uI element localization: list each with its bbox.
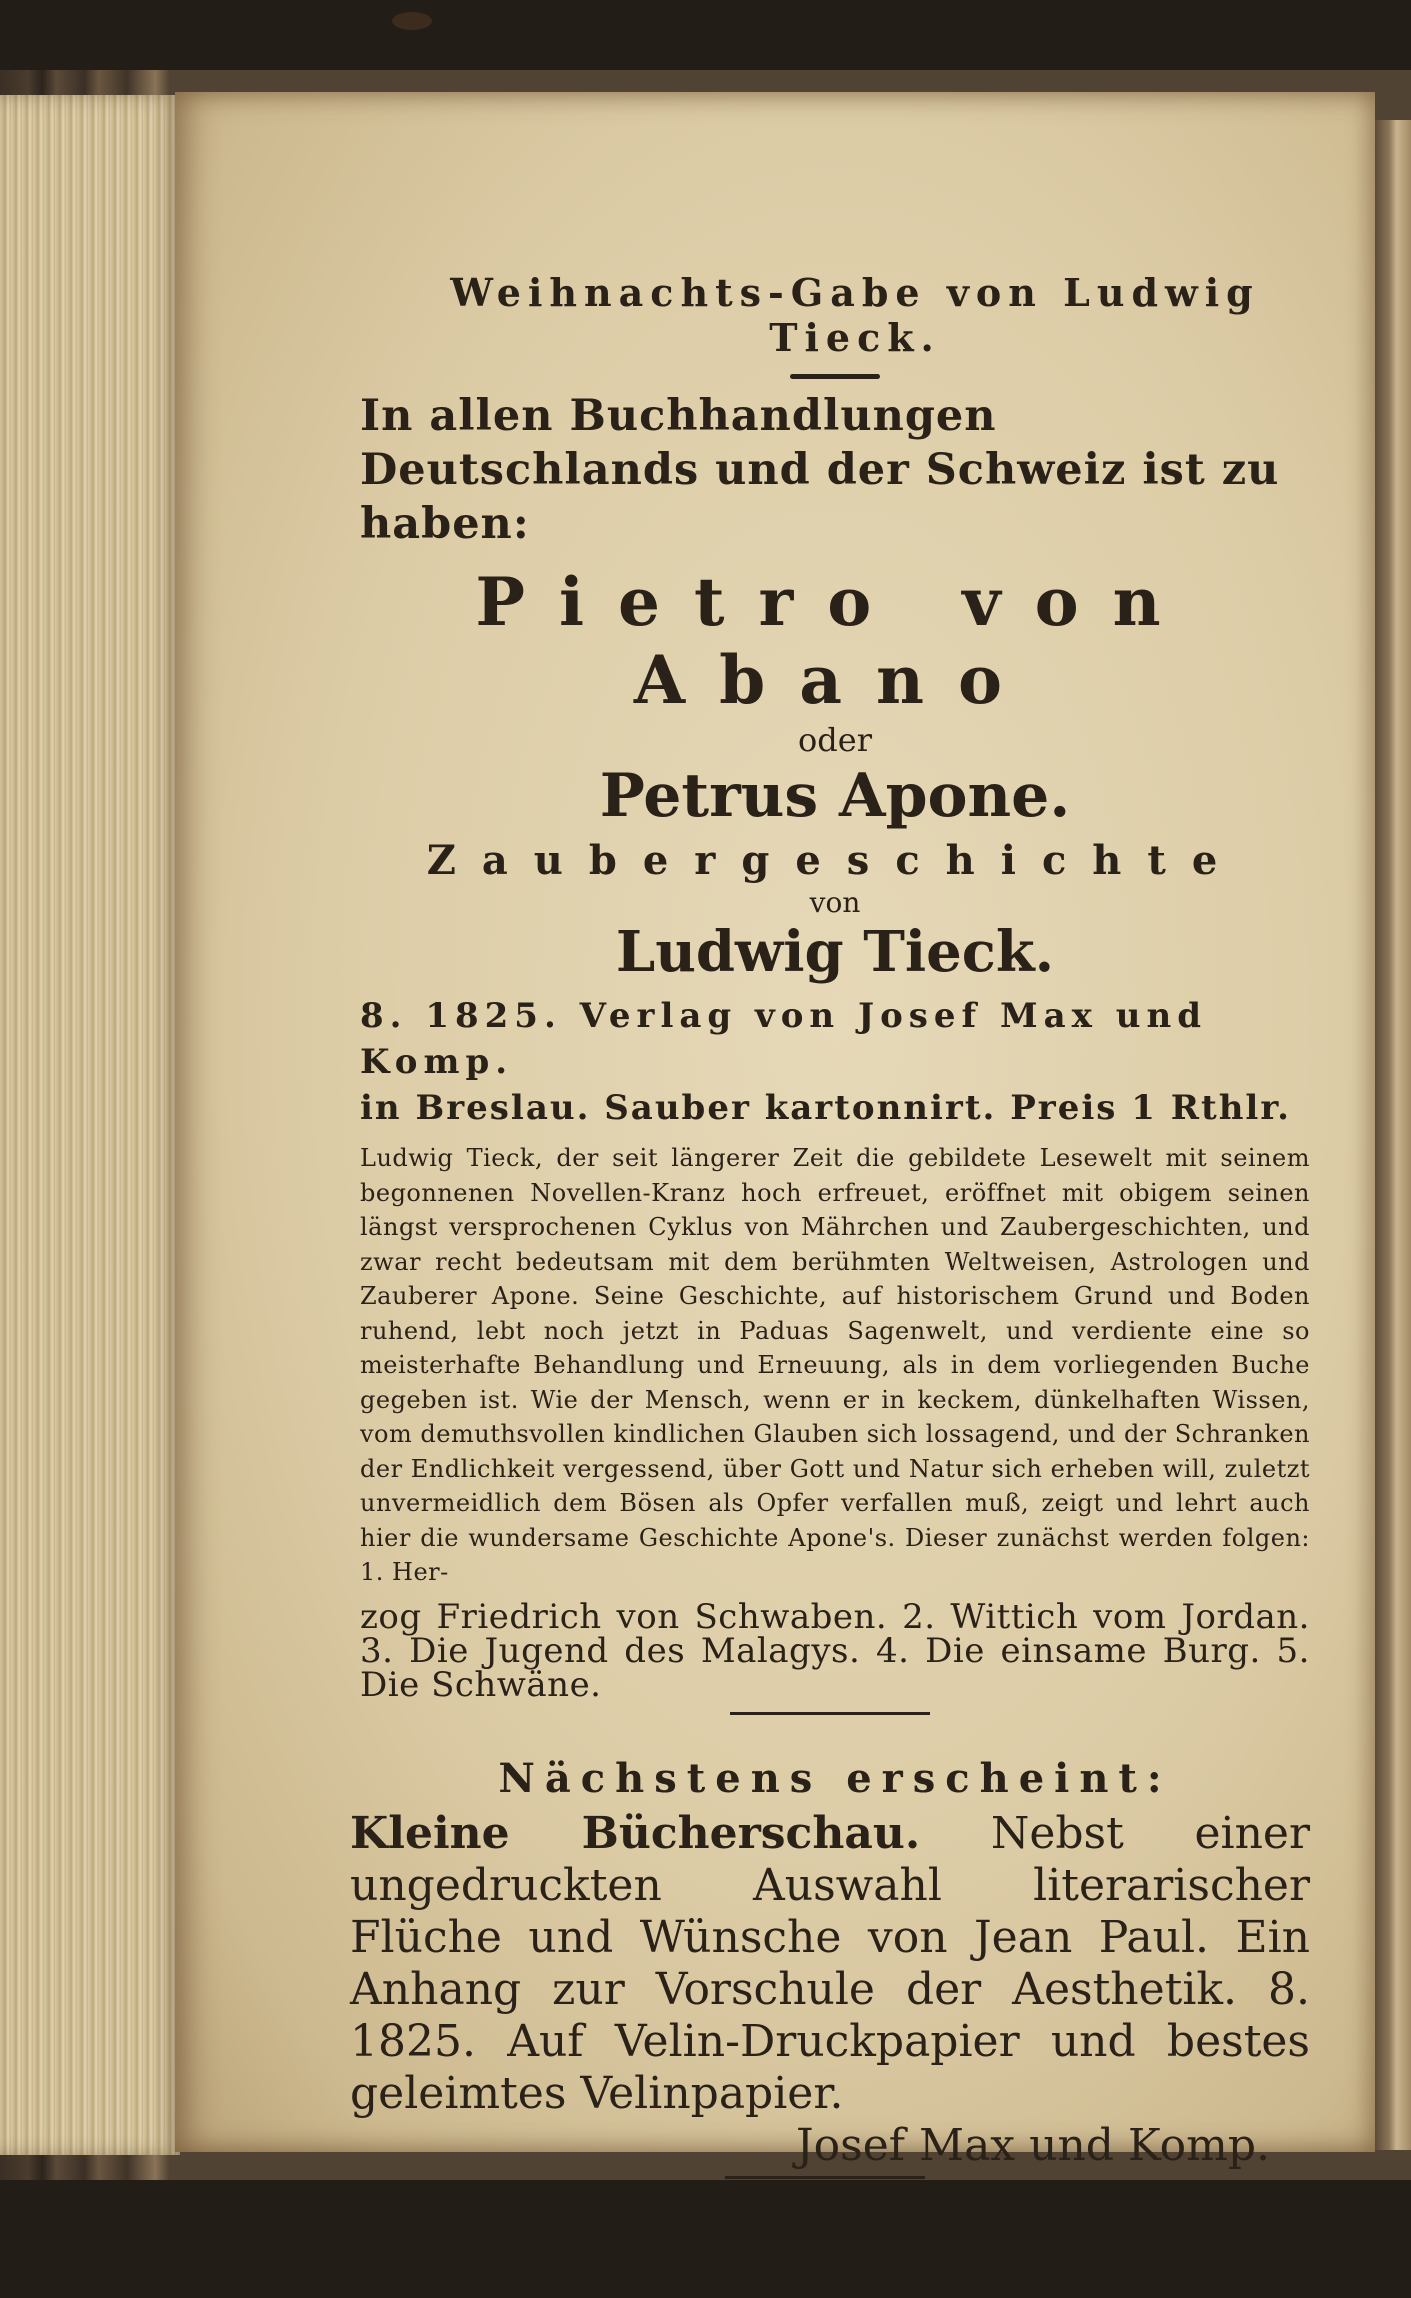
next-text: Nebst einer ungedruckten Auswahl literarischer Flüche und Wünsche von Jean Paul. Ein Anhang zur Vorschule der Aesthetik. 8. 1825. Auf Velin-Druckpapier und bestes geleimtes Velinpapier. [350, 1807, 1310, 2119]
facing-page-edge [1375, 120, 1411, 2150]
title-dash [790, 374, 880, 379]
publication-info [360, 993, 1310, 1131]
title-oder: oder [798, 721, 872, 759]
next-title: Kleine Bücherschau. [350, 1807, 921, 1859]
paper-speck [392, 12, 432, 30]
book-title: Pietro von Abano [475, 563, 1195, 719]
page-edges [0, 95, 180, 2155]
book-author: Ludwig Tieck. [615, 919, 1055, 985]
title-von: von [809, 886, 861, 919]
running-title: Weihnachts-Gabe von Ludwig Tieck. [450, 270, 1260, 360]
next-publisher: Josef Max und Komp. [796, 2119, 1270, 2171]
section-divider [730, 1712, 930, 1715]
book-subtitle: Zaubergeschichte [426, 837, 1244, 884]
next-heading: Nächstens erscheint: [498, 1754, 1172, 1802]
publisher-line [350, 2120, 1310, 2172]
description-text: Ludwig Tieck, der seit längerer Zeit die gebildete Lesewelt mit seinem begonnenen Novellen-Kranz hoch erfreuet, eröffnet mit obigem seinen längst versprochenen Cyklus von Mährchen und Zaubergeschichten, und zwar recht bedeutsam mit dem berühmten Weltweisen, Astrologen und Zauberer Apone. Seine Geschichte, auf historischem Grund und Boden ruhend, lebt noch jetzt in Paduas Sagenwelt, und verdiente eine so meisterhafte Behandlung und Erneuung, als in dem vorliegenden Buche gegeben ist. Wie der Mensch, wenn er in keckem, dünkelhaften Wissen, vom demuthsvollen kindlichen Glauben sich lossagend, und der Schranken der Endlichkeit vergessend, über Gott und Natur sich erheben will, zuletzt unvermeidlich dem Bösen als Opfer verfallen muß, zeigt und lehrt auch hier die wundersame Geschichte Apone's. Dieser zunächst werden folgen: 1. Her- [360, 1144, 1310, 1586]
publication-line-2: in Breslau. Sauber kartonnirt. Preis 1 Rthlr. [360, 1088, 1291, 1128]
publication-line-1: 8. 1825. Verlag von Josef Max und Komp. [360, 996, 1207, 1082]
closing-rule [725, 2176, 925, 2179]
next-announcement [350, 1808, 1310, 2172]
page-content [350, 270, 1310, 2179]
book-title-alt: Petrus Apone. [599, 761, 1071, 831]
description-tail: zog Friedrich von Schwaben. 2. Wittich vom Jordan. 3. Die Jugend des Malagys. 4. Die einsame Burg. 5. Die Schwäne. [360, 1596, 1310, 1705]
intro-text: In allen Buchhandlungen Deutschlands und der Schweiz ist zu haben: [360, 391, 1280, 549]
